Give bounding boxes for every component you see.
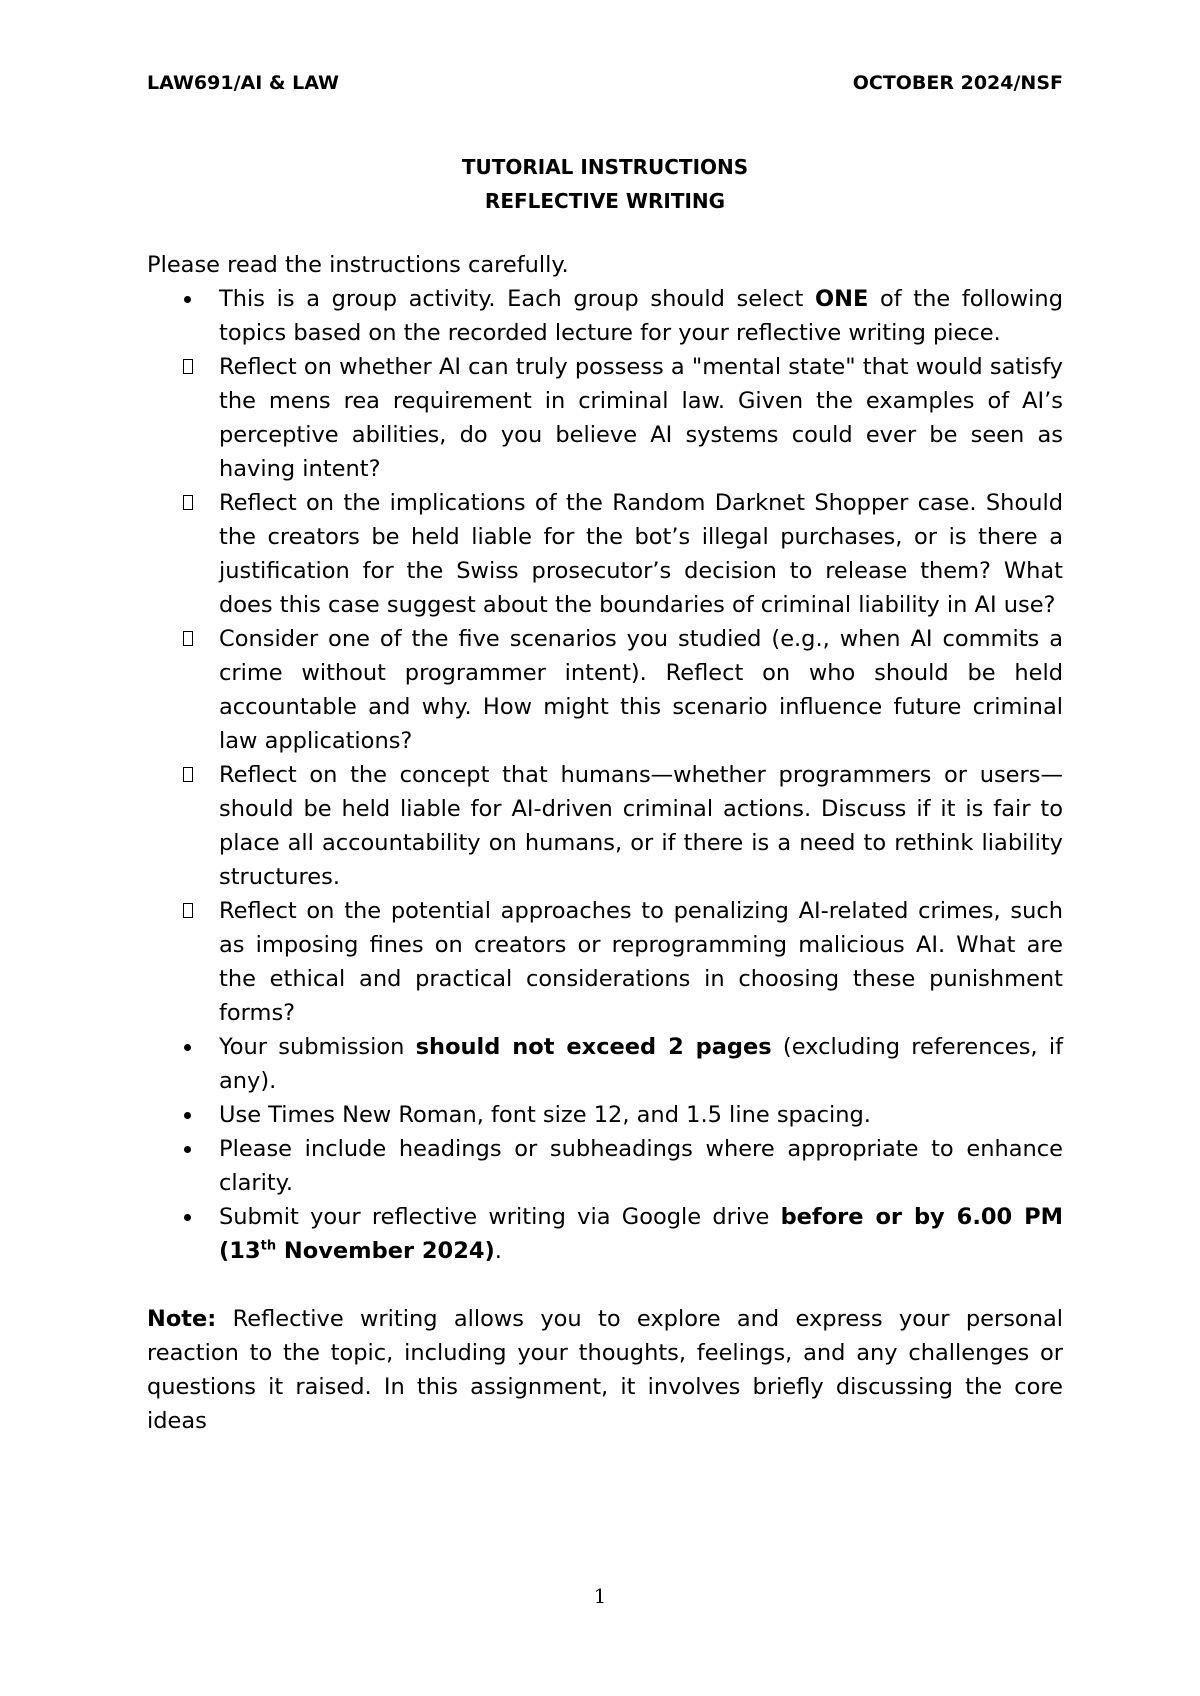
topic-item-1: Reflect on whether AI can truly possess a "mental state" that would satisfy the mens rea requirement in criminal law. Given the examples of AI’s perceptive abilities, do you believe AI systems could ever be seen as having intent?: [147, 350, 1063, 486]
bullet-icon: [184, 1214, 191, 1221]
missing-glyph-icon: [183, 767, 193, 782]
missing-glyph-icon: [183, 359, 193, 374]
topic-item-5: Reflect on the potential approaches to penalizing AI-related crimes, such as imposing fines on creators or reprogramming malicious AI. What are the ethical and practical considerations in choosing these punishment forms?: [147, 894, 1063, 1030]
title-line-1: TUTORIAL INSTRUCTIONS: [461, 155, 749, 179]
emphasis-one: ONE: [815, 286, 869, 312]
missing-glyph-icon: [183, 903, 193, 918]
missing-glyph-icon: [183, 631, 193, 646]
group-activity-list: [147, 282, 1063, 350]
topic-item-4: Reflect on the concept that humans—whether programmers or users—should be held liable for AI-driven criminal actions. Discuss if it is fair to place all accountability on humans, or if there is a need to rethink liability structures.: [147, 758, 1063, 894]
bullet-icon: [184, 1044, 191, 1051]
bullet-icon: [184, 1146, 191, 1153]
requirements-list: [147, 1030, 1063, 1268]
bullet-icon: [184, 296, 191, 303]
course-code: LAW691/AI & LAW: [147, 72, 340, 94]
title-line-2: REFLECTIVE WRITING: [484, 189, 726, 213]
note-label: Note:: [147, 1306, 217, 1332]
requirement-format: Use Times New Roman, font size 12, and 1.5 line spacing.: [147, 1098, 1063, 1132]
requirement-submit: Submit your reflective writing via Google drive before or by 6.00 PM (13th November 2024).: [147, 1200, 1063, 1268]
document-title: [147, 150, 1063, 218]
topic-list: [147, 350, 1063, 1030]
page-number: 1: [593, 1584, 607, 1608]
document-body: [147, 150, 1063, 1438]
requirement-length: Your submission should not exceed 2 pages (excluding references, if any).: [147, 1030, 1063, 1098]
intro-text: Please read the instructions carefully.: [147, 252, 569, 278]
deadline: before or by 6.00 PM (13th November 2024): [219, 1204, 1063, 1264]
bullet-icon: [184, 1112, 191, 1119]
missing-glyph-icon: [183, 495, 193, 510]
note-text: Reflective writing allows you to explore and express your personal reaction to the topic, including your thoughts, feelings, and any challenges or questions it raised. In this assignment, it involves briefly discussing the core ideas: [147, 1306, 1063, 1434]
note-paragraph: [147, 1302, 1063, 1438]
page-header: [147, 72, 1063, 94]
session-code: OCTOBER 2024/NSF: [852, 72, 1063, 94]
topic-item-2: Reflect on the implications of the Random Darknet Shopper case. Should the creators be held liable for the bot’s illegal purchases, or is there a justification for the Swiss prosecutor’s decision to release them? What does this case suggest about the boundaries of criminal liability in AI use?: [147, 486, 1063, 622]
topic-item-3: Consider one of the five scenarios you studied (e.g., when AI commits a crime without programmer intent). Reflect on who should be held accountable and why. How might this scenario influence future criminal law applications?: [147, 622, 1063, 758]
group-activity-item: This is a group activity. Each group should select ONE of the following topics based on the recorded lecture for your reflective writing piece.: [147, 282, 1063, 350]
requirement-headings: Please include headings or subheadings where appropriate to enhance clarity.: [147, 1132, 1063, 1200]
